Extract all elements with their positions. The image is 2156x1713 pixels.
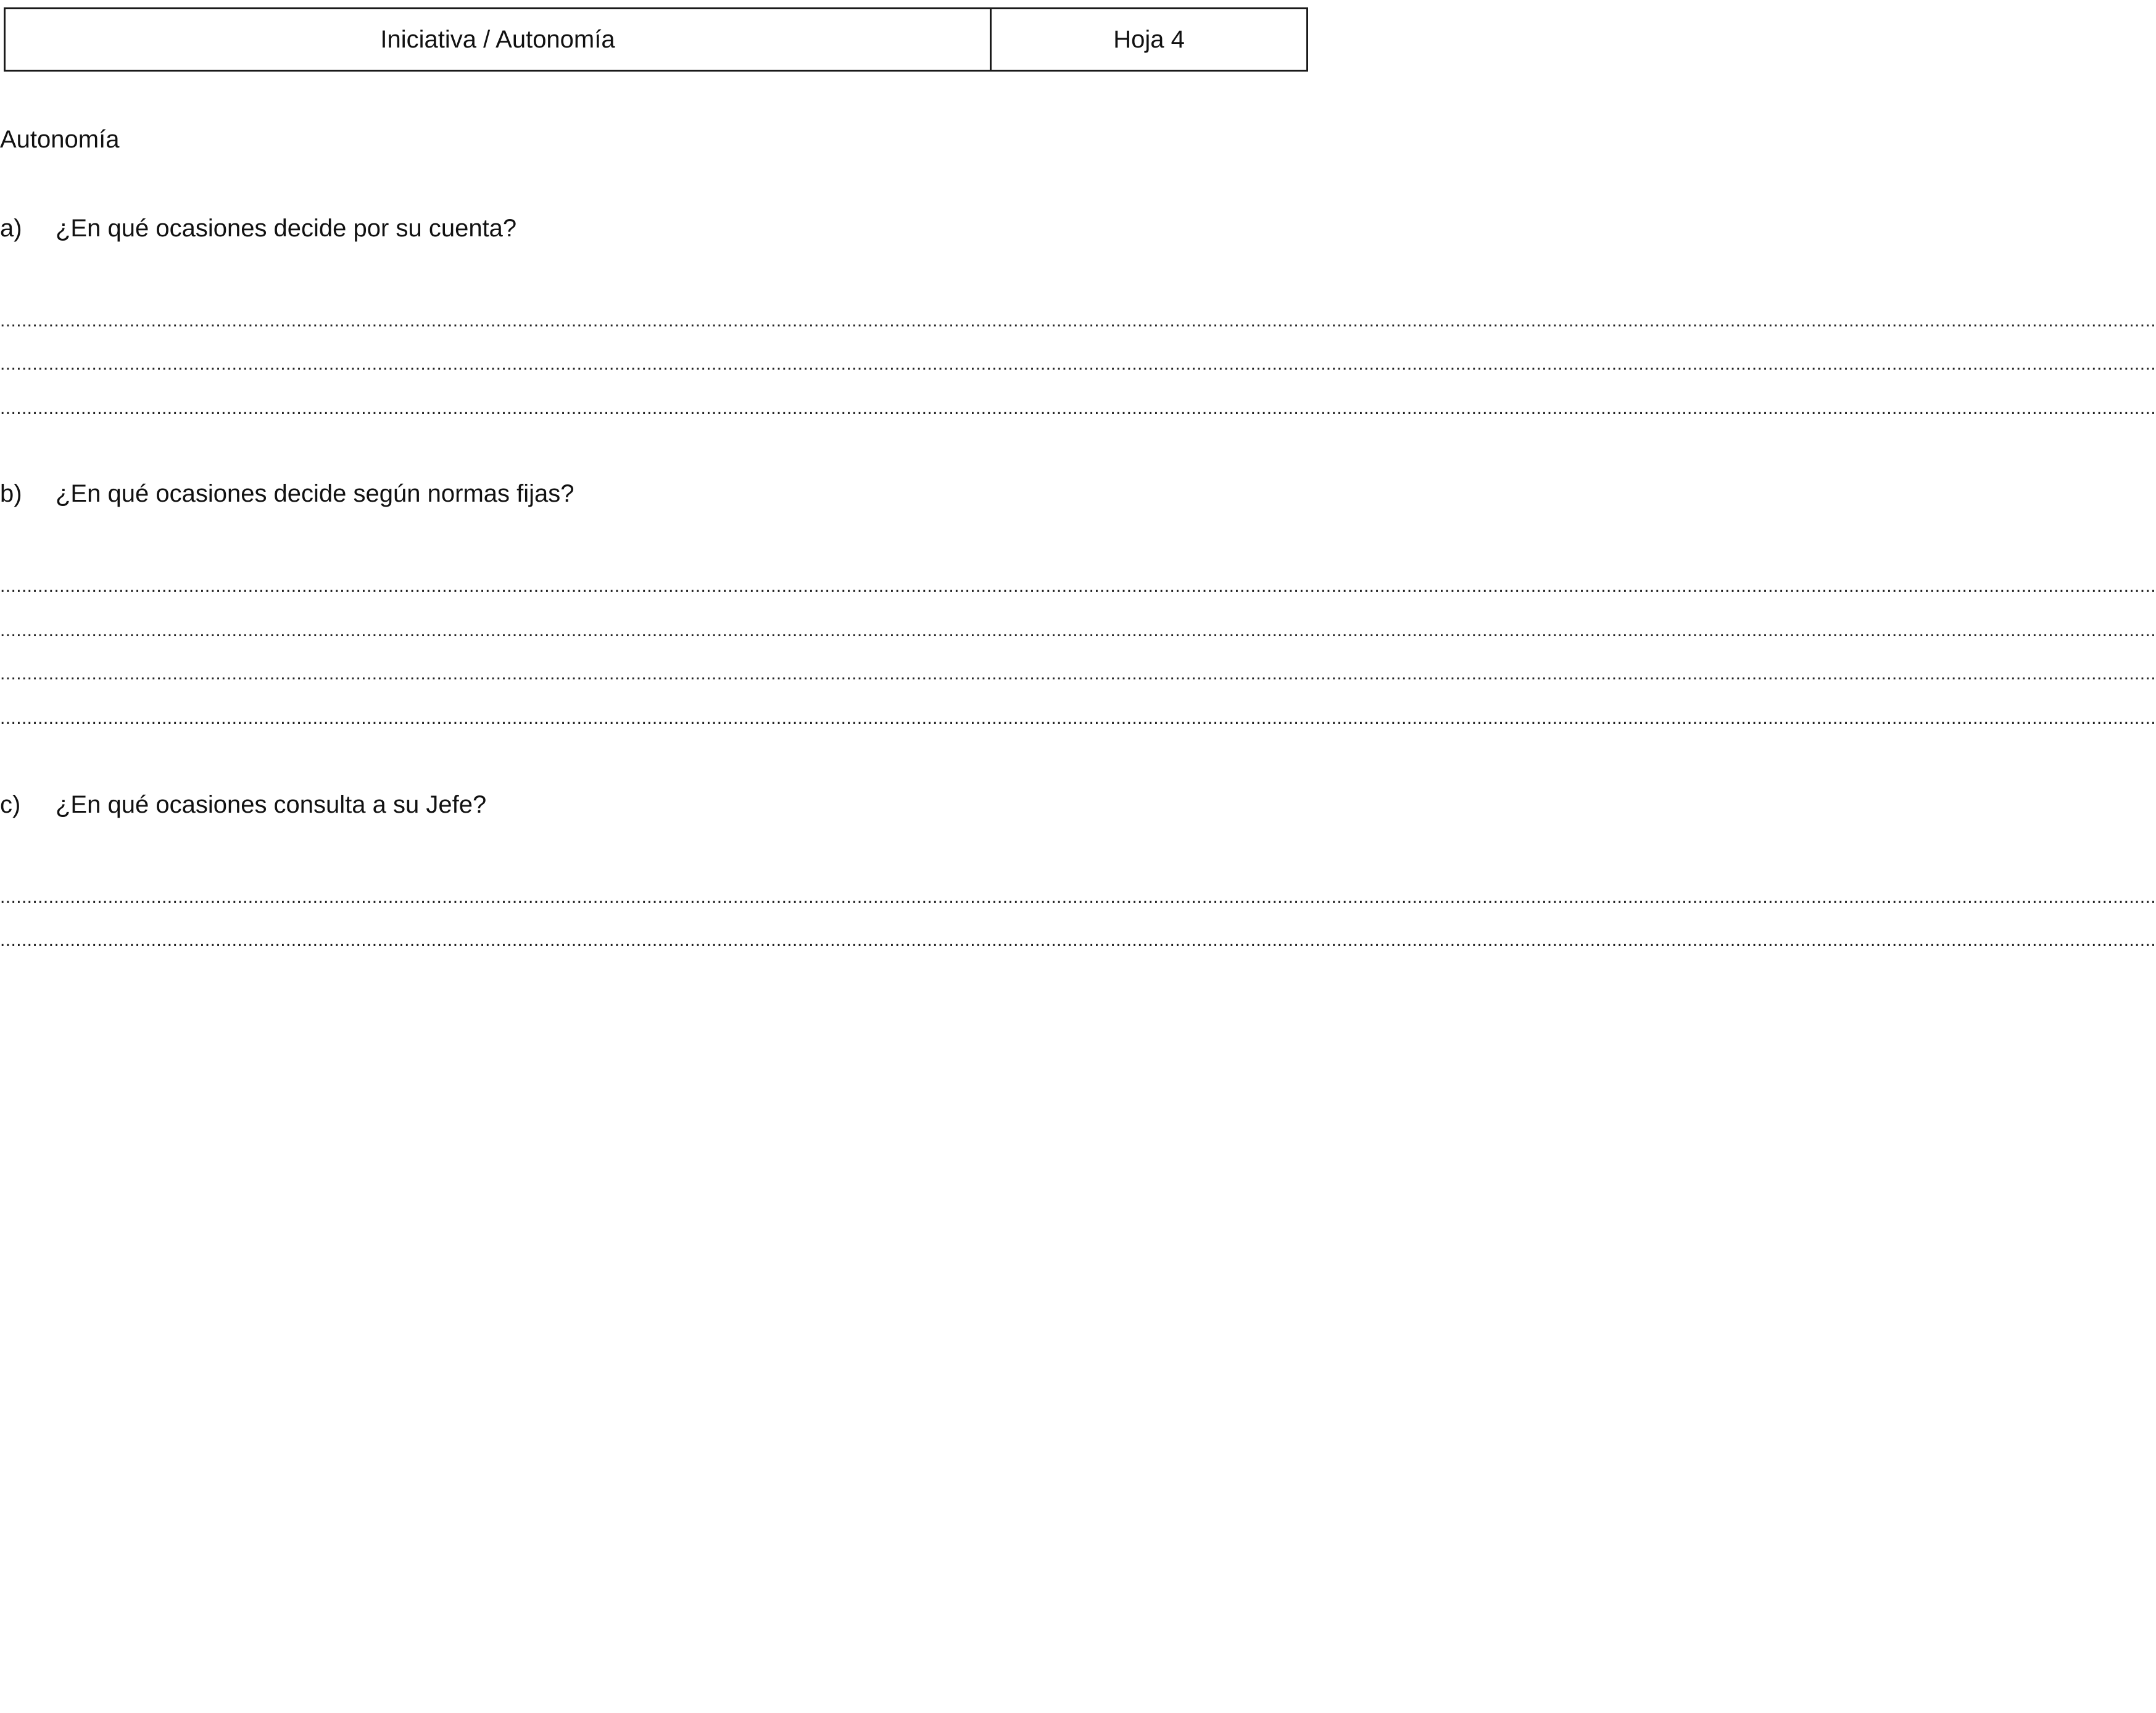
question-b (0, 476, 574, 511)
answer-line[interactable]: ................................................................................................................................................................................................................................................................................................................................................................................................................ (0, 576, 2156, 596)
question-c (0, 787, 486, 822)
header-sheet-number: Hoja 4 (1113, 25, 1185, 53)
question-letter: c) (0, 791, 21, 818)
question-a (0, 211, 516, 246)
question-text: ¿En qué ocasiones consulta a su Jefe? (56, 791, 487, 818)
answer-line[interactable]: ................................................................................................................................................................................................................................................................................................................................................................................................................ (0, 930, 2156, 950)
header-table (4, 7, 1308, 72)
question-text: ¿En qué ocasiones decide según normas fijas? (56, 480, 574, 507)
answer-line[interactable]: ................................................................................................................................................................................................................................................................................................................................................................................................................ (0, 398, 2156, 418)
answer-line[interactable]: ................................................................................................................................................................................................................................................................................................................................................................................................................ (0, 354, 2156, 374)
answer-line[interactable]: ................................................................................................................................................................................................................................................................................................................................................................................................................ (0, 663, 2156, 684)
question-letter: a) (0, 215, 22, 242)
question-letter: b) (0, 480, 22, 507)
answer-line[interactable]: ................................................................................................................................................................................................................................................................................................................................................................................................................ (0, 887, 2156, 907)
answer-line[interactable]: ................................................................................................................................................................................................................................................................................................................................................................................................................ (0, 708, 2156, 728)
section-title: Autonomía (0, 126, 120, 153)
header-title: Iniciativa / Autonomía (6, 9, 992, 70)
question-text: ¿En qué ocasiones decide por su cuenta? (56, 215, 517, 242)
answer-line[interactable]: ................................................................................................................................................................................................................................................................................................................................................................................................................ (0, 620, 2156, 641)
answer-line[interactable]: ................................................................................................................................................................................................................................................................................................................................................................................................................ (0, 310, 2156, 331)
